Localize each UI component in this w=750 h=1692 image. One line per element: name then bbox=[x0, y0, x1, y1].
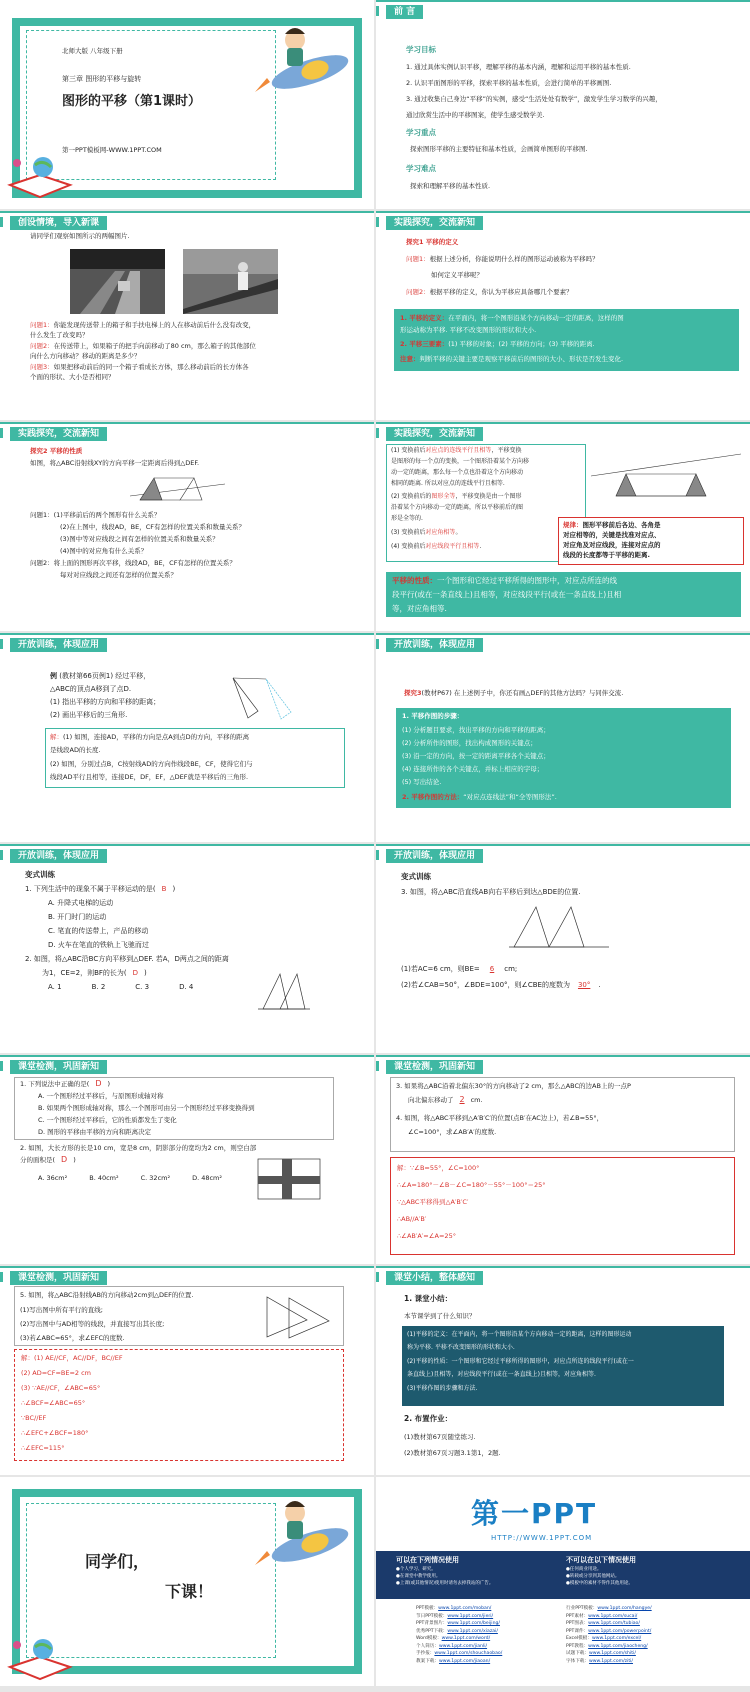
option-d: D. 图形的平移由平移的方向和距离决定 bbox=[38, 1128, 152, 1136]
link-label: PPT图表： bbox=[566, 1621, 589, 1626]
rule-line-3: 对应角及对应线段，连接对应点的 bbox=[563, 541, 661, 549]
step-3: (3) 沿一定的方向，按一定的距离平移各个关键点； bbox=[402, 752, 550, 760]
link-url[interactable]: www.1ppt.com/beijing/ bbox=[447, 1621, 500, 1626]
link-row bbox=[566, 1628, 736, 1636]
link-label: PPT模板： bbox=[416, 1606, 439, 1611]
question-1: 你能发现传送带上的箱子和手扶电梯上的人在移动前后什么没有改变， bbox=[53, 321, 256, 329]
step-5: (5) 写出结论. bbox=[402, 778, 442, 786]
key-title: 学习重点 bbox=[406, 128, 436, 137]
solution-line-4: 线段AD平行且相等，连接DE，DF，EF，△DEF就是平移后的三角形. bbox=[50, 773, 249, 781]
chapter-label: 第三章 图形的平移与旋转 bbox=[62, 75, 142, 83]
intro-text: 如图，将△ABC沿射线XY的方向平移一定距离后得到△DEF. bbox=[30, 459, 200, 467]
explore-text: (教材P67) 在上述例子中，你还有画△DEF的其他方法吗？与同伴交流. bbox=[421, 689, 624, 697]
question-line-3: (3)图中等对应线段之间有怎样的位置关系和数量关系？ bbox=[60, 535, 219, 543]
slide-header bbox=[0, 1055, 374, 1073]
q2-option-b: B. 2 bbox=[91, 983, 106, 991]
solution-line-2: 是线段AD的长度. bbox=[50, 746, 101, 754]
nature-line-3: 等，对应角相等. bbox=[392, 604, 447, 613]
method-title: 2. 平移作图的方法： bbox=[402, 793, 464, 801]
q3-figure bbox=[504, 902, 614, 954]
q2-option-a: A. 36cm² bbox=[38, 1174, 68, 1182]
goal-4: 通过欣赏生活中的平移图案，使学生感受数学美. bbox=[406, 111, 545, 119]
slide-header bbox=[0, 1266, 374, 1284]
summary-line-4: 条直线上)且相等，对应线段平行(或在一条直线上)且相等，对应角相等. bbox=[407, 1371, 596, 1378]
note-text: 判断平移的关键主要是观察平移前后的图形的大小、形状是否发生变化. bbox=[419, 355, 624, 363]
link-row bbox=[566, 1650, 736, 1658]
book-globe-illustration bbox=[5, 145, 75, 200]
answer-2: 30° bbox=[577, 981, 591, 989]
nature-box bbox=[386, 572, 741, 617]
link-row bbox=[416, 1650, 566, 1658]
link-row bbox=[416, 1658, 566, 1666]
question-3: 如果把移动前后的同一个箱子看成长方体，那么移动前后的长方体各 bbox=[53, 363, 249, 371]
slide-header bbox=[376, 1266, 750, 1284]
slide-heading: 开放训练，体现应用 bbox=[10, 638, 107, 652]
solution-line-2: ∴∠A=180°－∠B－∠C=180°－55°－100°＝25° bbox=[397, 1181, 546, 1189]
link-row bbox=[416, 1628, 566, 1636]
question-line-2: (2)在上图中，线段AD，BE，CF有怎样的位置关系和数量关系？ bbox=[60, 523, 246, 531]
can-item-1: ●个人学习、研究。 bbox=[396, 1567, 436, 1572]
boy-rocket-illustration bbox=[255, 10, 365, 100]
link-label: 行业PPT模板： bbox=[566, 1606, 598, 1611]
question-2: 2. 如图，将△ABC沿BC方向平移到△DEF. 若A，D两点之间的距离 bbox=[25, 955, 229, 963]
goal-2: 2. 认识平面图形的平移，探索平移的基本性质，会进行简单的平移画图. bbox=[406, 79, 612, 87]
goal-1: 1. 通过具体实例认识平移，理解平移的基本内涵，理解和运用平移的基本性质. bbox=[406, 63, 631, 71]
slide-heading: 课堂检测，巩固新知 bbox=[10, 1060, 107, 1074]
question-4: 4. 如图，将△ABC平移到△A′B′C′的位置(点B′在AC边上)，若∠B=55°， bbox=[396, 1114, 604, 1122]
homework-1: (1)教材第67页随堂练习. bbox=[404, 1433, 476, 1441]
properties-figure bbox=[591, 446, 741, 504]
q2-option-d: D. 48cm² bbox=[192, 1174, 222, 1182]
elements-text: (1) 平移的对象；(2) 平移的方向；(3) 平移的距离. bbox=[448, 340, 595, 348]
definition-text: 在平面内，将一个图形沿某个方向移动一定的距离，这样的图 bbox=[448, 314, 624, 322]
question-2: 2. 如图，大长方形的长是10 cm，宽是8 cm，阴影部分的宽均为2 cm，则空白部 bbox=[20, 1144, 257, 1152]
question-2b: 分的面积是( bbox=[20, 1156, 56, 1164]
link-url[interactable]: www.1ppt.com/jiaocheng/ bbox=[588, 1643, 648, 1649]
prop-3-key: 对应角相等 bbox=[425, 529, 456, 536]
link-row bbox=[416, 1620, 566, 1628]
rule-tag: 规律： bbox=[563, 521, 583, 529]
summary-question: 本节课学到了什么知识？ bbox=[404, 1312, 476, 1320]
link-row bbox=[416, 1635, 566, 1643]
answer-3: 2 bbox=[459, 1095, 465, 1104]
q2-tag: 问题2： bbox=[406, 288, 430, 296]
prop-1-b: ，平移变换 bbox=[491, 447, 522, 454]
link-url[interactable]: www.1ppt.com/jieri/ bbox=[447, 1613, 494, 1619]
elements-tag: 2. 平移三要素： bbox=[400, 340, 449, 348]
option-d: D. 火车在笔直的铁轨上飞驰而过 bbox=[48, 941, 149, 949]
link-url[interactable]: www.1ppt.com/tubiao/ bbox=[588, 1621, 640, 1626]
question-line-1: 问题1：(1)平移前后的两个图形有什么关系？ bbox=[30, 511, 161, 519]
slide-header bbox=[0, 844, 374, 862]
q3-unit: cm. bbox=[470, 1096, 483, 1104]
slide-heading: 课堂检测，巩固新知 bbox=[386, 1060, 483, 1074]
prop-2-key: 图形全等 bbox=[431, 493, 456, 500]
closing-line-1: 同学们， bbox=[85, 1552, 150, 1571]
solution-line-4: ∴∠BCF=∠ABC=65° bbox=[21, 1399, 86, 1407]
link-label: 节日PPT模板： bbox=[416, 1613, 448, 1619]
question-2: 根据平移的定义，你认为平移应具备哪几个要素？ bbox=[429, 288, 573, 296]
homework-2: (2)教材第67页习题3.1第1，2题. bbox=[404, 1449, 501, 1457]
homework-title: 2. 布置作业： bbox=[404, 1414, 453, 1423]
solution-line-4: ∴AB//A′B′ bbox=[397, 1215, 427, 1223]
slide-variant-1 bbox=[0, 844, 374, 1053]
rule-box bbox=[558, 517, 744, 565]
question-5-2: (2)写出图中与AD相等的线段，并直接写出其长度; bbox=[20, 1320, 165, 1328]
goal-title: 学习目标 bbox=[406, 45, 436, 54]
slide-header bbox=[376, 844, 750, 862]
question-1b: 什么发生了改变吗？ bbox=[30, 331, 89, 339]
solution-box bbox=[390, 1157, 735, 1255]
prop-1-e: 相同的距离. 所以对应点的连线平行且相等. bbox=[391, 480, 505, 487]
answer-2: D bbox=[61, 1155, 68, 1164]
prop-1-d: 动一定的距离，那么每一个点也沿着这个方向移动 bbox=[391, 469, 524, 476]
link-label: 手抄报： bbox=[416, 1651, 435, 1656]
link-url[interactable]: www.1ppt.com/moban/ bbox=[438, 1606, 492, 1611]
prop-4-key: 对应线段平行且相等 bbox=[425, 543, 480, 550]
summary-box bbox=[402, 1326, 724, 1406]
brand-url: HTTP://WWW.1PPT.COM bbox=[491, 1534, 593, 1542]
link-label: 个人简历： bbox=[416, 1643, 439, 1649]
step-4: (4) 连接所作的各个关键点，并标上相应的字母； bbox=[402, 765, 544, 773]
links-right bbox=[566, 1605, 736, 1665]
escalator-photo bbox=[183, 249, 278, 314]
q2-figure bbox=[258, 969, 328, 1011]
link-label: PPT课件： bbox=[566, 1628, 589, 1634]
prop-3-b: 。 bbox=[455, 529, 462, 536]
explore-title: 探究2 平移的性质 bbox=[30, 447, 83, 455]
option-a: A. 升降式电梯的运动 bbox=[48, 899, 114, 907]
question-1: 根据上述分析，你能说明什么样的图形运动被称为平移吗？ bbox=[429, 255, 599, 263]
link-row bbox=[566, 1620, 736, 1628]
answer-1: D bbox=[95, 1079, 102, 1088]
question-5-3: (3)若∠ABC=65°，求∠EFC的度数. bbox=[20, 1334, 125, 1342]
part-1-unit: cm; bbox=[504, 965, 518, 973]
q2-close: ) bbox=[73, 1156, 76, 1164]
example-line-4: (2) 画出平移后的三角形. bbox=[50, 711, 128, 719]
cannot-title: 不可以在以下情况使用 bbox=[566, 1556, 636, 1564]
summary-title: 1. 课堂小结： bbox=[404, 1294, 453, 1303]
slide-quiz-1 bbox=[0, 1055, 374, 1264]
prop-4-b: . bbox=[479, 543, 482, 550]
link-url[interactable]: www.1ppt.com/jianli/ bbox=[438, 1643, 488, 1649]
q1-close: ) bbox=[107, 1080, 111, 1088]
link-label: 优秀PPT下载： bbox=[416, 1628, 448, 1634]
example-line-2: △ABC的顶点A移到了点D. bbox=[50, 685, 132, 693]
can-title: 可以在下列情况使用 bbox=[396, 1556, 459, 1564]
conveyor-photo bbox=[70, 249, 165, 314]
slide-header bbox=[376, 422, 750, 440]
slide-header bbox=[376, 633, 750, 651]
definition-text-b: 形运动称为平移. 平移不改变图形的形状和大小. bbox=[400, 326, 537, 334]
goal-3: 3. 通过收集自己身边“平移”的实例，感受“生活处处有数学”，激发学生学习数学的兴趣， bbox=[406, 95, 662, 103]
slide-closing bbox=[0, 1477, 374, 1686]
key-text: 探索图形平移的主要特征和基本性质，会画简单图形的平移图. bbox=[410, 145, 588, 153]
step-1: (1) 分析题目要求，找出平移的方向和平移的距离； bbox=[402, 726, 550, 734]
question-3b: 向北偏东移动了 bbox=[408, 1096, 454, 1104]
link-url[interactable]: www.1ppt.com/powerpoint/ bbox=[588, 1628, 652, 1634]
summary-line-3: (2)平移的性质：一个图形和它经过平移所得的图形中，对应点所连的线段平行(或在一 bbox=[407, 1358, 634, 1365]
prop-2-c: 沿着某个方向移动一定的距离，所以平移前后的图 bbox=[391, 504, 524, 511]
question-5: 5. 如图，将△ABC沿射线AB的方向移动2cm到△DEF的位置. bbox=[20, 1291, 194, 1299]
slide-properties bbox=[376, 422, 750, 631]
links-left bbox=[416, 1605, 566, 1665]
answer-1: B bbox=[161, 885, 167, 893]
rule-line-1: 图形平移前后各边、各角是 bbox=[582, 521, 661, 529]
explore-title: 探究1 平移的定义 bbox=[406, 238, 459, 246]
cannot-item-1: ●任何商业用途。 bbox=[566, 1567, 602, 1572]
cannot-item-3: ●模板中的素材不得作其他用途。 bbox=[566, 1581, 633, 1586]
slide-header bbox=[0, 211, 374, 229]
slide-header bbox=[0, 422, 374, 440]
slide-intro bbox=[0, 211, 374, 420]
slide-heading: 创设情境，导入新课 bbox=[10, 216, 107, 230]
solution-line-3: ∵△ABC平移得到△A′B′C′ bbox=[397, 1198, 469, 1206]
slide-heading: 课堂检测，巩固新知 bbox=[10, 1271, 107, 1285]
method-text: “对应点连线法”和“全等图形法”. bbox=[463, 793, 557, 801]
q3-tag: 问题3： bbox=[30, 363, 54, 371]
slide-quiz-2 bbox=[376, 1055, 750, 1264]
example-line-3: (1) 指出平移的方向和平移的距离； bbox=[50, 698, 161, 706]
link-row bbox=[566, 1613, 736, 1621]
step-2: (2) 分析所作的图形，找出构成图形的关键点； bbox=[402, 739, 537, 747]
edition-label: 北师大版 八年级下册 bbox=[62, 47, 123, 55]
sub-title: 变式训练 bbox=[401, 872, 431, 881]
definition-box bbox=[394, 309, 739, 371]
slide-preface bbox=[376, 0, 750, 209]
lesson-title: 图形的平移（第1课时） bbox=[62, 94, 202, 109]
link-url[interactable]: www.1ppt.com/ziti/ bbox=[588, 1658, 633, 1664]
link-row bbox=[416, 1605, 566, 1613]
slide-heading: 开放训练，体现应用 bbox=[386, 849, 483, 863]
link-row bbox=[566, 1605, 736, 1613]
slide-properties-explore bbox=[0, 422, 374, 631]
question-5-1: (1)写出图中所有平行的直线; bbox=[20, 1306, 103, 1314]
slide-heading: 实践探究，交流新知 bbox=[10, 427, 107, 441]
slide-header bbox=[376, 211, 750, 229]
example-figure bbox=[228, 673, 308, 723]
q2-option-c: C. 3 bbox=[135, 983, 150, 991]
cannot-item-2: ●转载或分享到其他网站。 bbox=[566, 1574, 620, 1579]
q2-close: ) bbox=[144, 969, 147, 977]
slide-example bbox=[0, 633, 374, 842]
usage-banner bbox=[376, 1551, 750, 1599]
q5-figure bbox=[262, 1292, 337, 1342]
slide-advert bbox=[376, 1477, 750, 1686]
link-label: 教案下载： bbox=[416, 1658, 439, 1664]
link-row bbox=[566, 1658, 736, 1666]
slide-heading: 开放训练，体现应用 bbox=[10, 849, 107, 863]
slide-summary bbox=[376, 1266, 750, 1475]
prop-1-c: 是图形的每一个点的变换，一个图形沿着某个方向移 bbox=[391, 458, 530, 465]
explore-tag: 探究3 bbox=[404, 689, 422, 697]
closing-line-2: 下课！ bbox=[165, 1582, 214, 1601]
question-1b: 如何定义平移呢？ bbox=[431, 271, 483, 279]
slide-header bbox=[0, 633, 374, 651]
nature-line-1: 一个图形和它经过平移所得的图形中，对应点所连的线 bbox=[437, 576, 617, 585]
slide-header bbox=[376, 1055, 750, 1073]
question-2: 在传送带上，如果箱子的把手向前移动了80 cm，那么箱子的其他部位 bbox=[53, 342, 256, 350]
link-url[interactable]: www.1ppt.com/shouchaobao/ bbox=[434, 1651, 503, 1656]
part-2-end: . bbox=[598, 981, 601, 989]
slide-definition bbox=[376, 211, 750, 420]
solution-tag: 解： bbox=[50, 733, 63, 741]
q1-close: ) bbox=[172, 885, 176, 893]
rectangle-figure bbox=[258, 1159, 320, 1199]
site-label: 第一PPT模板网-WWW.1PPT.COM bbox=[62, 146, 162, 154]
solution-box bbox=[45, 728, 345, 788]
prop-1-a: (1) 变换前后 bbox=[391, 447, 426, 454]
link-row bbox=[566, 1635, 736, 1643]
steps-box bbox=[396, 708, 731, 808]
prop-2-b: ，平移变换是由一个图形 bbox=[455, 493, 522, 500]
q2-option-c: C. 32cm² bbox=[140, 1174, 171, 1182]
q2-option-b: B. 40cm² bbox=[89, 1174, 119, 1182]
option-c: C. 笔直的传送带上，产品的移动 bbox=[48, 927, 149, 935]
solution-line-6: ∴∠EFC+∠BCF=180° bbox=[21, 1429, 89, 1437]
question-line-4: (4)图中的对应角有什么关系？ bbox=[60, 547, 148, 555]
solution-line-3: (2) 如图，分别过点B，C按射线AD的方向作线段BE，CF，使得它们与 bbox=[50, 760, 253, 768]
difficulty-title: 学习难点 bbox=[406, 164, 436, 173]
link-url[interactable]: www.1ppt.com/word/ bbox=[441, 1636, 491, 1641]
solution-line-1: 解：(1) AE//CF，AC//DF，BC//EF bbox=[21, 1354, 123, 1362]
link-url[interactable]: www.1ppt.com/sucai/ bbox=[588, 1613, 638, 1619]
link-url[interactable]: www.1ppt.com/xiazai/ bbox=[447, 1628, 498, 1634]
option-b: B. 开门时门的运动 bbox=[48, 913, 107, 921]
note-tag: 注意： bbox=[400, 355, 420, 363]
slide-drawing-steps bbox=[376, 633, 750, 842]
option-a: A. 一个图形经过平移后，与原图形成轴对称 bbox=[38, 1092, 164, 1100]
slide-heading: 开放训练，体现应用 bbox=[386, 638, 483, 652]
translation-figure bbox=[130, 470, 225, 504]
link-url[interactable]: www.1ppt.com/shiti/ bbox=[588, 1651, 636, 1656]
solution-line-5: ∴∠AB′A′=∠A=25° bbox=[397, 1232, 456, 1240]
summary-line-5: (3)平移作图的步骤和方法. bbox=[407, 1385, 478, 1392]
option-c: C. 一个图形经过平移后，它的性质都发生了变化 bbox=[38, 1116, 177, 1124]
solution-line-3: (3) ∵AE//CF，∠ABC=65° bbox=[21, 1384, 101, 1392]
nature-tag: 平移的性质： bbox=[392, 576, 437, 585]
option-b: B. 如果两个图形成轴对称，那么一个图形可由另一个图形经过平移变换得到 bbox=[38, 1104, 255, 1112]
slide-heading: 实践探究，交流新知 bbox=[386, 216, 483, 230]
solution-line-1: 解：∵∠B=55°，∠C=100° bbox=[397, 1164, 480, 1172]
definition-tag: 1. 平移的定义： bbox=[400, 314, 449, 322]
question-2b: 向什么方向移动？移动的距离是多少？ bbox=[30, 352, 141, 360]
properties-box bbox=[386, 444, 586, 562]
rule-line-2: 对应相等的，关键是找准对应点、 bbox=[563, 531, 661, 539]
example-source: (教材第66页例1) 经过平移， bbox=[59, 672, 151, 680]
link-url[interactable]: www.1ppt.com/jiaoan/ bbox=[438, 1658, 491, 1664]
prop-3-a: (3) 变换前后 bbox=[391, 529, 426, 536]
difficulty-text: 探索和理解平移的基本性质. bbox=[410, 182, 491, 190]
solution-line-5: ∵BC//EF bbox=[21, 1414, 47, 1422]
link-row bbox=[416, 1613, 566, 1621]
solution-box bbox=[14, 1349, 344, 1461]
q1-tag: 问题1： bbox=[30, 321, 54, 329]
slide-heading: 课堂小结，整体感知 bbox=[386, 1271, 483, 1285]
sub-title: 变式训练 bbox=[25, 870, 55, 879]
slide-heading: 实践探究，交流新知 bbox=[386, 427, 483, 441]
rule-line-4: 线段的长度都等于平移的距离. bbox=[563, 551, 650, 559]
question-1: 1. 下列生活中的现象不属于平移运动的是( bbox=[25, 885, 156, 893]
can-item-2: ●在课堂中教学使用。 bbox=[396, 1574, 441, 1579]
solution-line-7: ∴∠EFC=115° bbox=[21, 1444, 65, 1452]
q2-option-a: A. 1 bbox=[48, 983, 62, 991]
link-url[interactable]: www.1ppt.com/hangye/ bbox=[597, 1606, 652, 1611]
can-item-3: ●上课(或其他情况)使用时请勿去掉我站的广告。 bbox=[396, 1581, 494, 1586]
summary-line-2: 称为平移. 平移不改变图形的形状和大小. bbox=[407, 1344, 515, 1351]
link-url[interactable]: www.1ppt.com/excel/ bbox=[591, 1636, 642, 1641]
boy-rocket-illustration bbox=[255, 1483, 365, 1573]
question-3b: 个面的形状、大小是否相同？ bbox=[30, 373, 115, 381]
prop-2-d: 形是全等的. bbox=[391, 515, 423, 522]
prop-2-a: (2) 变换前后的 bbox=[391, 493, 432, 500]
q2-option-d: D. 4 bbox=[179, 983, 194, 991]
answer-2: D bbox=[132, 969, 139, 977]
nature-line-2: 段平行(或在一条直线上)且相等，对应线段平行(或在一条直线上)且相 bbox=[392, 590, 622, 599]
part-2: (2)若∠CAB=50°，∠BDE=100°，则∠CBE的度数为 bbox=[401, 981, 570, 989]
link-row bbox=[416, 1643, 566, 1651]
slide-quiz-3 bbox=[0, 1266, 374, 1475]
question-line-6: 每对对应线段之间还有怎样的位置关系？ bbox=[60, 571, 177, 579]
link-label: Excel模板： bbox=[566, 1636, 592, 1641]
link-label: 试题下载： bbox=[566, 1651, 589, 1656]
link-label: Word模板： bbox=[416, 1636, 442, 1641]
q2-tag: 问题2： bbox=[30, 342, 54, 350]
link-label: PPT背景图片： bbox=[416, 1621, 448, 1626]
book-globe-illustration bbox=[5, 1627, 75, 1682]
intro-text: 请同学们观察如图所示的两幅图片. bbox=[30, 232, 130, 240]
part-1: (1)若AC=6 cm，则BE= bbox=[401, 965, 480, 973]
link-row bbox=[566, 1643, 736, 1651]
question-3: 3. 如图，将△ABC沿直线AB向右平移后到达△BDE的位置. bbox=[401, 888, 581, 896]
slide-variant-2 bbox=[376, 844, 750, 1053]
slide-header bbox=[376, 0, 750, 18]
brand-logo: 第一PPT bbox=[471, 1497, 598, 1530]
link-label: PPT教程： bbox=[566, 1643, 589, 1649]
prop-1-key: 对应点的连线平行且相等 bbox=[425, 447, 492, 454]
slide-cover bbox=[0, 0, 374, 209]
question-line-5: 问题2：将上面的图形再次平移，线段AD，BE，CF有怎样的位置关系？ bbox=[30, 559, 236, 567]
prop-4-a: (4) 变换前后 bbox=[391, 543, 426, 550]
summary-line-1: (1)平移的定义：在平面内，将一个图形沿某个方向移动一定的距离，这样的图形运动 bbox=[407, 1331, 632, 1338]
question-3: 3. 如果将△ABC沿着北偏东30°的方向移动了2 cm，那么△ABC的边AB上的一点P bbox=[396, 1082, 631, 1090]
solution-line-1: (1) 如图，连接AD，平移的方向是点A到点D的方向，平移的距离 bbox=[63, 733, 250, 741]
question-1: 1. 下列说法中正确的是( bbox=[20, 1080, 90, 1088]
steps-title: 1. 平移作图的步骤： bbox=[402, 712, 464, 720]
solution-line-2: (2) AD=CF=BE=2 cm bbox=[21, 1369, 92, 1377]
link-label: 字体下载： bbox=[566, 1658, 589, 1664]
q1-tag: 问题1： bbox=[406, 255, 430, 263]
example-tag: 例 bbox=[50, 672, 57, 680]
link-label: PPT素材： bbox=[566, 1613, 589, 1619]
question-2b: 为1，CE=2，则BF的长为( bbox=[42, 969, 127, 977]
answer-1: 6 bbox=[489, 965, 495, 973]
question-4b: ∠C=100°，求∠AB′A′的度数. bbox=[408, 1128, 497, 1136]
slide-heading: 前 言 bbox=[386, 5, 423, 19]
